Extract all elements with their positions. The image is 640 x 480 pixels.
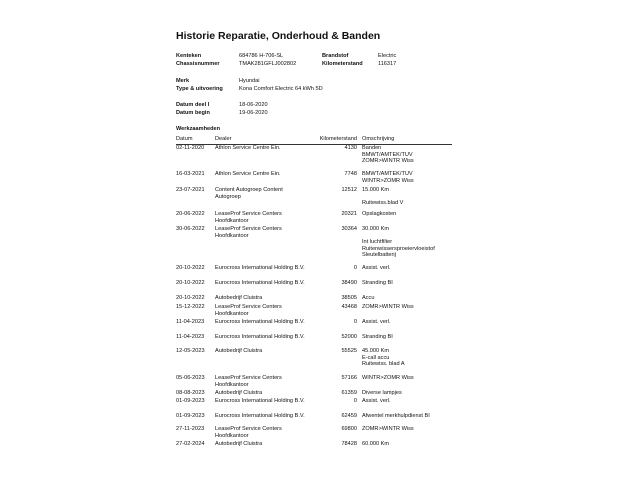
row-description-line: Int luchtfilter <box>362 239 393 246</box>
row-description-line: Assist. verl. <box>362 265 391 271</box>
row-date: 12-05-2023 <box>176 348 205 354</box>
row-dealer: LeaseProf Service Centers Hoofdkantoor <box>215 226 282 239</box>
row-km: 30364 <box>341 226 357 232</box>
row-dealer: Autobedrijf Cluistra <box>215 441 263 447</box>
row-date: 16-03-2021 <box>176 171 205 177</box>
row-description-line: BMWT/AMTEK/TUV <box>362 151 413 158</box>
kenteken-label: Kenteken <box>176 53 202 59</box>
page-title: Historie Reparatie, Onderhoud & Banden <box>176 30 381 42</box>
row-km: 61359 <box>341 390 357 396</box>
chassis-label: Chassisnummer <box>176 60 220 67</box>
row-date: 27-11-2023 <box>176 426 205 432</box>
row-description-line: E-call accu <box>362 354 390 361</box>
row-description-line: Assist. verl. <box>362 398 391 404</box>
row-km: 7748 <box>344 171 357 177</box>
row-description-line <box>362 194 462 201</box>
row-km: 0 <box>353 319 357 325</box>
row-date: 20-10-2022 <box>176 265 205 271</box>
row-dealer: Content Autogroep Content Autogroep <box>215 187 283 200</box>
row-date: 30-06-2022 <box>176 226 205 232</box>
row-dealer: Autobedrijf Cluistra <box>215 348 263 354</box>
row-date: 11-04-2023 <box>176 334 205 340</box>
row-dealer: Athlon Service Centre Ein. <box>215 145 281 151</box>
row-dealer: LeaseProf Service Centers Hoofdkantoor <box>215 375 282 388</box>
row-description-line: 30.000 Km <box>362 226 390 232</box>
row-description-line <box>362 233 462 240</box>
row-description-line: 15.000 Km <box>362 187 390 193</box>
row-description-line: Stranding BI <box>362 334 393 340</box>
chassis-value: TMAK281GFLJ002802 <box>239 60 297 67</box>
row-description <box>362 441 462 448</box>
row-description <box>362 426 462 433</box>
row-km: 43468 <box>341 304 357 310</box>
werkzaamheden-title: Werkzaamheden <box>176 126 221 132</box>
row-description <box>362 187 462 207</box>
begin-label: Datum begin <box>176 110 210 116</box>
row-description-line: 60.000 Km <box>362 441 390 447</box>
row-description <box>362 211 462 218</box>
row-km: 38490 <box>341 280 357 286</box>
row-dealer: Eurocross International Holding B.V. <box>215 413 305 419</box>
row-date: 20-06-2022 <box>176 211 205 217</box>
row-km: 69800 <box>341 426 357 432</box>
row-date: 02-11-2020 <box>176 145 205 151</box>
row-km: 57166 <box>341 375 357 381</box>
row-description <box>362 413 462 420</box>
km-value: 116317 <box>378 60 397 67</box>
row-description <box>362 334 462 341</box>
row-dealer: Eurocross International Holding B.V. <box>215 334 305 340</box>
row-description-line: Assist. verl. <box>362 319 391 325</box>
row-description-line: ZOMR>WINTR Wiss <box>362 426 414 432</box>
row-dealer: Athlon Service Centre Ein. <box>215 171 281 177</box>
row-date: 08-08-2023 <box>176 390 205 396</box>
row-description-line: WINTR>ZOMR Wiss <box>362 375 414 381</box>
row-description <box>362 171 462 184</box>
row-dealer: Eurocross International Holding B.V. <box>215 319 305 325</box>
row-description <box>362 145 462 165</box>
row-km: 55525 <box>341 348 357 354</box>
deel1-label: Datum deel I <box>176 102 210 108</box>
row-description <box>362 280 462 287</box>
row-description <box>362 398 462 405</box>
row-dealer: Eurocross International Holding B.V. <box>215 280 305 286</box>
row-date: 05-06-2023 <box>176 375 205 381</box>
row-km: 12512 <box>341 187 357 193</box>
row-description-line: Stranding BI <box>362 280 393 286</box>
col-header-desc: Omschrijving <box>362 136 395 142</box>
row-description <box>362 265 462 272</box>
row-km: 0 <box>353 265 357 271</box>
row-dealer: LeaseProf Service Centers Hoofdkantoor <box>215 304 282 317</box>
row-description-line: Diverse lampjes <box>362 390 402 396</box>
row-km: 38505 <box>341 295 357 301</box>
row-date: 15-12-2022 <box>176 304 205 310</box>
row-description <box>362 226 462 259</box>
row-description-line: Sleutelbatterij <box>362 252 396 259</box>
row-km: 4130 <box>344 145 357 151</box>
begin-value: 19-06-2020 <box>239 110 268 116</box>
row-description <box>362 375 462 382</box>
row-description-line: 45.000 Km <box>362 348 390 354</box>
row-date: 11-04-2023 <box>176 319 205 325</box>
row-description <box>362 390 462 397</box>
row-date: 27-02-2024 <box>176 441 205 447</box>
brandstof-value: Electric <box>378 53 397 59</box>
row-description <box>362 304 462 311</box>
row-description-line: Accu <box>362 295 375 301</box>
table-header <box>176 136 452 145</box>
row-date: 01-09-2023 <box>176 413 205 419</box>
row-dealer: Eurocross International Holding B.V. <box>215 398 305 404</box>
row-dealer: LeaseProf Service Centers Hoofdkantoor <box>215 211 282 224</box>
merk-value: Hyundai <box>239 78 260 84</box>
row-km: 0 <box>353 398 357 404</box>
row-description-line: Ruitewiss.blad V <box>362 200 404 207</box>
row-dealer: Eurocross International Holding B.V. <box>215 265 305 271</box>
row-description-line: Ruitenwissersproeiervloeistof <box>362 245 435 252</box>
row-km: 20321 <box>341 211 357 217</box>
row-date: 20-10-2022 <box>176 280 205 286</box>
km-label: Kilometerstand <box>322 60 363 67</box>
row-date: 20-10-2022 <box>176 295 205 301</box>
kenteken-value: 684786 H-706-SL <box>239 53 284 59</box>
row-description <box>362 348 462 368</box>
row-description-line: Banden <box>362 145 382 151</box>
type-value: Kona Comfort Electric 64 kWh 5D <box>239 86 323 92</box>
deel1-value: 18-06-2020 <box>239 102 268 108</box>
row-dealer: Autobedrijf Cluistra <box>215 295 263 301</box>
row-description-line: Afwentel merkhulpdienst BI <box>362 413 430 419</box>
col-header-date: Datum <box>176 136 193 142</box>
row-km: 52000 <box>341 334 357 340</box>
row-description <box>362 319 462 326</box>
row-date: 01-09-2023 <box>176 398 205 404</box>
col-header-km: Kilometerstand <box>319 136 357 142</box>
col-header-dealer: Dealer <box>215 136 232 142</box>
row-dealer: LeaseProf Service Centers Hoofdkantoor <box>215 426 282 439</box>
row-description-line: ZOMR>WINTR Wiss <box>362 304 414 310</box>
type-label: Type & uitvoering <box>176 86 223 92</box>
row-description <box>362 295 462 302</box>
brandstof-label: Brandstof <box>322 53 349 59</box>
row-km: 62459 <box>341 413 357 419</box>
row-date: 23-07-2021 <box>176 187 205 193</box>
row-description-line: ZOMR>WINTR Wiss <box>362 158 414 165</box>
row-description-line: BMWT/AMTEK/TUV <box>362 171 413 177</box>
row-description-line: WINTR>ZOMR Wiss <box>362 177 414 184</box>
merk-label: Merk <box>176 78 190 84</box>
row-km: 78428 <box>341 441 357 447</box>
row-description-line: Opslagkosten <box>362 211 397 217</box>
row-description-line: Ruitewiss. blad A <box>362 361 405 368</box>
row-dealer: Autobedrijf Cluistra <box>215 390 263 396</box>
